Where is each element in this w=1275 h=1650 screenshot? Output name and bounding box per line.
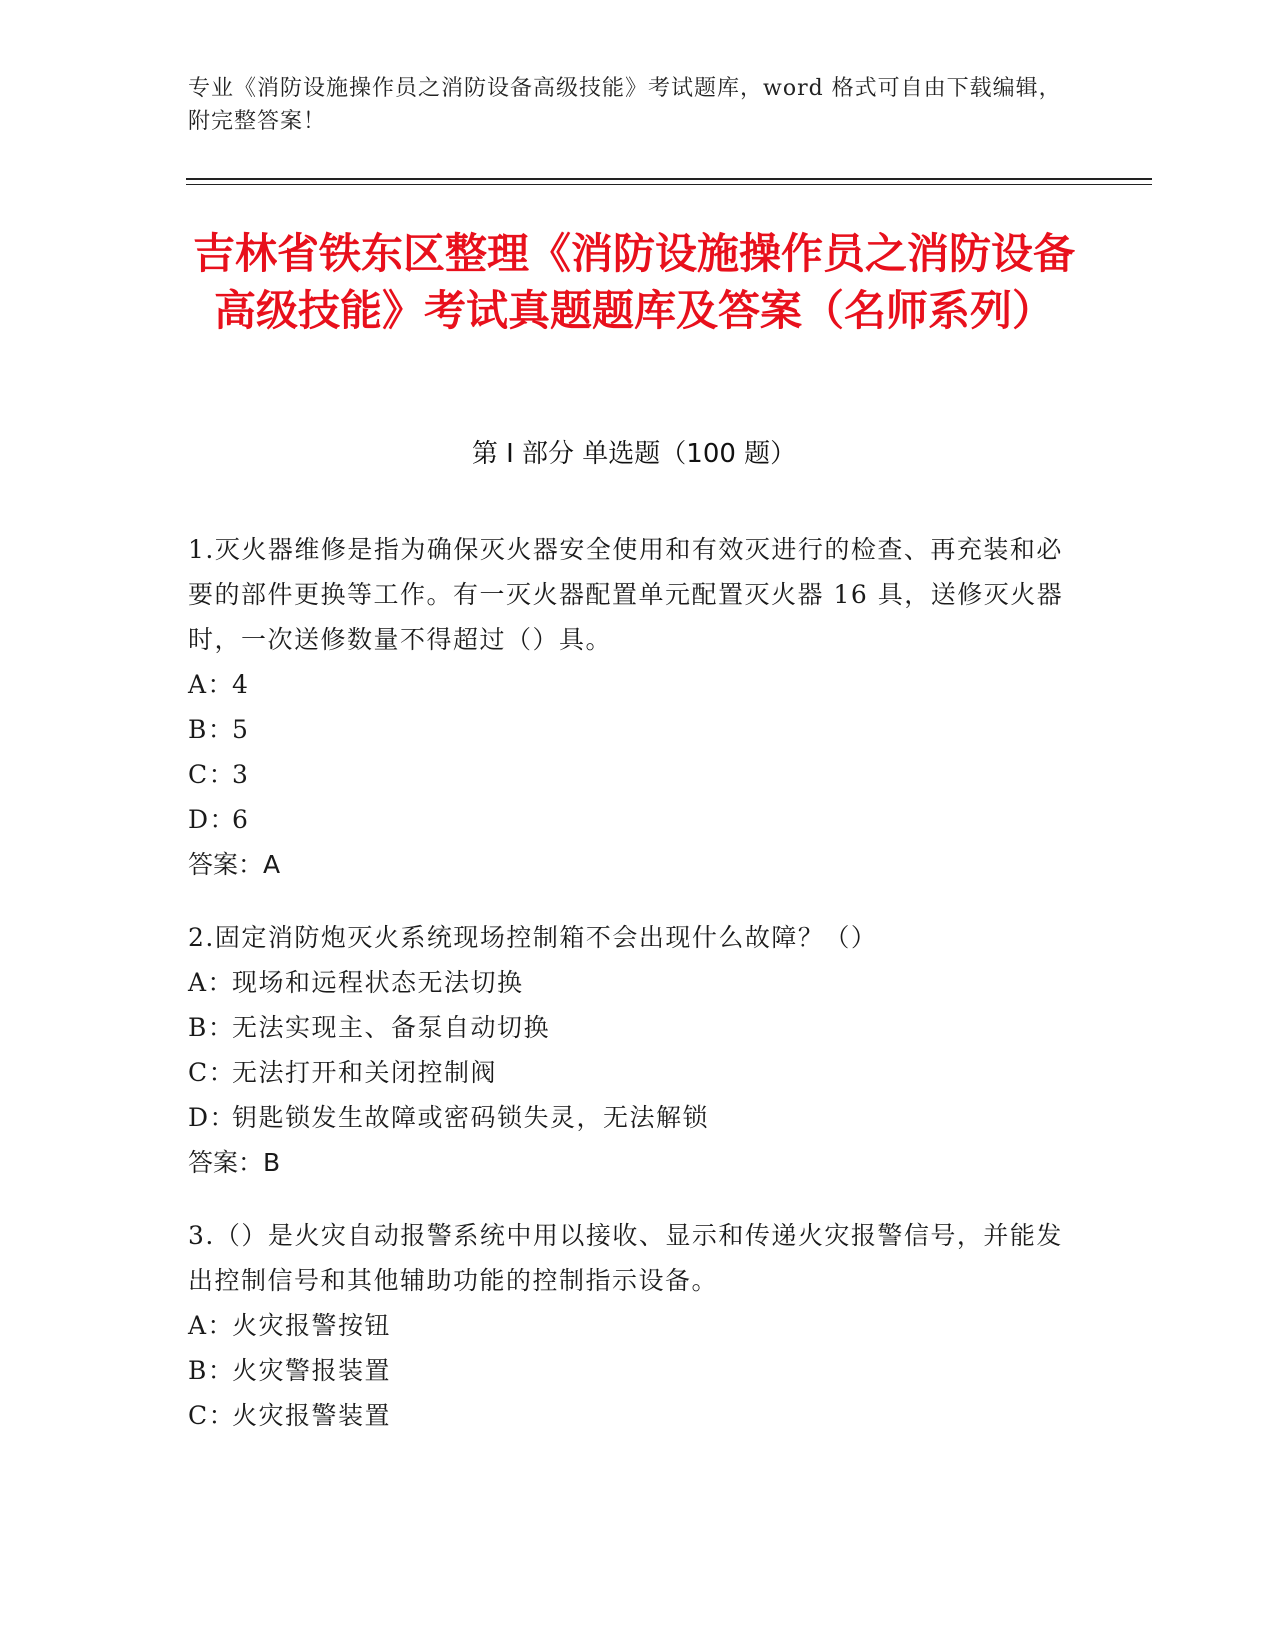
option-text: 3 (232, 760, 250, 789)
option-key: A： (188, 1311, 235, 1340)
option-c (188, 752, 1068, 797)
option-key: C： (188, 760, 236, 789)
option-key: B： (188, 715, 235, 744)
question-2 (188, 915, 1068, 1185)
option-c (188, 1393, 1068, 1438)
question-stem: 2.固定消防炮灭火系统现场控制箱不会出现什么故障？（） (188, 923, 878, 952)
answer-line: 答案：A (188, 850, 281, 879)
section-heading: 第 I 部分 单选题（100 题） (471, 439, 797, 469)
option-key: B： (188, 1356, 235, 1385)
option-text: 4 (232, 670, 250, 699)
answer-line: 答案：B (188, 1148, 281, 1177)
question-stem: 3.（）是火灾自动报警系统中用以接收、显示和传递火灾报警信号，并能发出控制信号和其他辅助功能的控制指示设备。 (188, 1221, 1063, 1295)
option-key: B： (188, 1013, 235, 1042)
option-key: C： (188, 1058, 236, 1087)
header-note: 专业《消防设施操作员之消防设备高级技能》考试题库，word 格式可自由下载编辑，附完整答案！ (188, 76, 1062, 134)
option-a (188, 662, 1068, 707)
option-b (188, 707, 1068, 752)
document-title: 吉林省铁东区整理《消防设施操作员之消防设备高级技能》考试真题题库及答案（名师系列） (192, 229, 1075, 335)
question-stem: 1.灭火器维修是指为确保灭火器安全使用和有效灭进行的检查、再充装和必要的部件更换等工作。有一灭火器配置单元配置灭火器 16 具，送修灭火器时，一次送修数量不得超过（）具。 (188, 535, 1064, 654)
option-text: 火灾警报装置 (232, 1356, 392, 1385)
option-text: 火灾报警按钮 (232, 1311, 392, 1340)
option-text: 现场和远程状态无法切换 (232, 968, 524, 997)
header-rule-thin (186, 184, 1152, 185)
option-text: 无法实现主、备泵自动切换 (232, 1013, 551, 1042)
option-b (188, 1005, 1068, 1050)
option-text: 无法打开和关闭控制阀 (232, 1058, 498, 1087)
option-key: C： (188, 1401, 236, 1430)
option-a (188, 1303, 1068, 1348)
option-text: 5 (232, 715, 250, 744)
question-1 (188, 527, 1068, 887)
question-3 (188, 1213, 1068, 1438)
option-key: D： (188, 1103, 237, 1132)
option-a (188, 960, 1068, 1005)
option-text: 钥匙锁发生故障或密码锁失灵，无法解锁 (232, 1103, 710, 1132)
question-list (188, 527, 1068, 1466)
option-key: A： (188, 968, 235, 997)
option-key: A： (188, 670, 235, 699)
header-rule-thick (186, 178, 1152, 180)
option-text: 火灾报警装置 (232, 1401, 392, 1430)
option-d (188, 1095, 1068, 1140)
option-b (188, 1348, 1068, 1393)
option-key: D： (188, 805, 237, 834)
option-text: 6 (232, 805, 250, 834)
option-d (188, 797, 1068, 842)
option-c (188, 1050, 1068, 1095)
